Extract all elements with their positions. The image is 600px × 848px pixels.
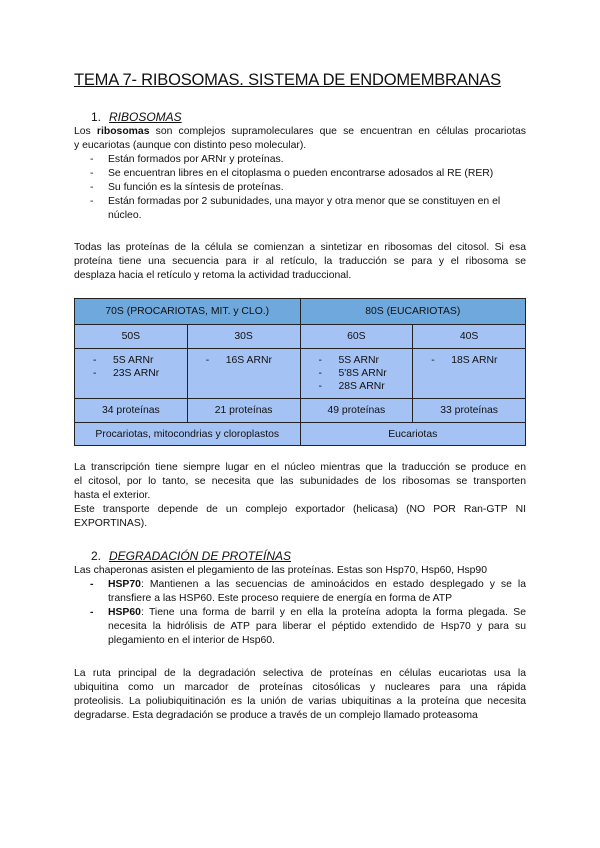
- list-item-text: plegamiento en el interior de Hsp60.: [108, 635, 275, 646]
- arn-item: [81, 367, 181, 380]
- hsp60-label: HSP60: [108, 607, 141, 618]
- ribosome-table: [74, 298, 526, 446]
- ribosome-facts-list: [74, 153, 526, 223]
- paragraph-line: hasta el exterior.: [74, 490, 151, 501]
- arn-text: 5S ARNr: [113, 355, 154, 366]
- intro-line: y eucariotas (aunque con distinto peso molecular).: [74, 140, 307, 151]
- protein-count-cell: 33 proteínas: [413, 399, 526, 423]
- paragraph-line: desplaza hacia el retículo y retoma la actividad traduccional.: [74, 270, 352, 281]
- paragraph-line: Todas las proteínas de la célula se comienzan a sintetizar en ribosomas del citosol. Si esa: [74, 242, 526, 253]
- section-title: DEGRADACIÓN DE PROTEÍNAS: [109, 549, 292, 563]
- arn-text: 28S ARNr: [338, 381, 385, 392]
- list-item: - Están formados por ARNr y proteínas.: [74, 153, 526, 167]
- arn-item: [81, 354, 181, 367]
- paragraph-line: EXPORTINAS).: [74, 518, 148, 529]
- section-number: 1.: [91, 110, 102, 124]
- section-number: 2.: [91, 549, 102, 563]
- list-item-text: núcleo.: [108, 210, 142, 221]
- header-eukaryote: 80S (EUCARIOTAS): [300, 299, 526, 325]
- paragraph-line: La transcripción tiene siempre lugar en el núcleo mientras que la traducción se produce en: [74, 462, 526, 473]
- paragraph-line: ubiquitina como un marcador de proteínas citosólicas y nucleares para una rápida: [74, 682, 526, 693]
- ribosomas-intro: [74, 125, 526, 153]
- section-heading-ribosomas: [91, 110, 182, 124]
- paragraph-line: Este transporte depende de un complejo exportador (helicasa) (NO POR Ran-GTP NI: [74, 504, 526, 515]
- section-title: RIBOSOMAS: [109, 110, 182, 124]
- arn-text: 23S ARNr: [113, 368, 160, 379]
- list-item-text: Están formadas por 2 subunidades, una mayor y otra menor que se constituyen en el: [108, 196, 501, 207]
- hsp70-text: : Mantienen a las secuencias de aminoácidos en estado desplegado y se la: [140, 579, 526, 590]
- protein-count-cell: 21 proteínas: [187, 399, 300, 423]
- list-item-hsp60: - HSP60: Tiene una forma de barril y en ella la proteína adopta la forma plegada. Se necesita la hidrólisis de ATP para liberar el péptido extendido de Hsp70 y para su plegamiento en el interior de Hsp60.: [90, 607, 526, 646]
- list-item-hsp70: - HSP70: Mantienen a las secuencias de aminoácidos en estado desplegado y se la transfiere a las HSP60. Este proceso requiere de energía en forma de ATP: [90, 579, 526, 604]
- list-item-text: necesita la hidrólisis de ATP para liberar el péptido extendido de Hsp70 y para su: [108, 621, 526, 632]
- list-item-continuation: [74, 209, 526, 223]
- intro-rest: son complejos supramoleculares que se encuentran en células procariotas: [149, 126, 527, 137]
- hsp70-label: HSP70: [108, 579, 141, 590]
- arn-item: [307, 367, 407, 380]
- intro-bold-term: ribosomas: [96, 126, 150, 137]
- subunit-cell: 50S: [75, 325, 188, 349]
- arn-cell: [75, 349, 188, 399]
- list-item-text: Están formados por ARNr y proteínas.: [108, 154, 284, 165]
- document-title: TEMA 7- RIBOSOMAS. SISTEMA DE ENDOMEMBRANAS: [74, 71, 501, 89]
- synthesis-paragraph: [74, 241, 526, 283]
- arn-item: [307, 380, 407, 393]
- chaperones-intro: [74, 564, 526, 578]
- arn-text: 5S ARNr: [338, 355, 379, 366]
- paragraph-line: La ruta principal de la degradación selectiva de proteínas en células eucariotas usa la: [74, 668, 526, 679]
- list-item-text: [108, 606, 526, 620]
- arn-item: [307, 354, 407, 367]
- header-prokaryote: 70S (PROCARIOTAS, MIT. y CLO.): [75, 299, 301, 325]
- arn-text: 16S ARNr: [225, 355, 272, 366]
- subunit-cell: 60S: [300, 325, 413, 349]
- dash: -: [93, 368, 97, 379]
- arn-text: 5'8S ARNr: [338, 368, 387, 379]
- ubiquitin-paragraph: [74, 667, 526, 723]
- dash: -: [205, 355, 210, 366]
- footer-eukaryote: Eucariotas: [300, 423, 526, 446]
- dash: -: [318, 355, 322, 366]
- dash: -: [318, 381, 322, 392]
- arn-cell: [413, 349, 526, 399]
- list-item-text: Se encuentran libres en el citoplasma o pueden encontrarse adosados al RE (RER): [108, 168, 494, 179]
- footer-prokaryote: Procariotas, mitocondrias y cloroplastos: [75, 423, 301, 446]
- transcription-paragraph: [74, 461, 526, 531]
- list-item: - Su función es la síntesis de proteínas.: [74, 181, 526, 195]
- dash: -: [431, 355, 435, 366]
- arn-text: 18S ARNr: [451, 355, 498, 366]
- dash: -: [318, 368, 322, 379]
- paragraph-line: proteína tiene una secuencia para ir al retículo, la traducción se para y el ribosoma se: [74, 256, 526, 267]
- protein-count-cell: 34 proteínas: [75, 399, 188, 423]
- arn-cell: [300, 349, 413, 399]
- section-heading-degradacion: [91, 549, 291, 563]
- protein-count-cell: 49 proteínas: [300, 399, 413, 423]
- arn-item: [419, 354, 519, 367]
- arn-cell: [187, 349, 300, 399]
- paragraph-line: el citosol, por lo tanto, se necesita que las subunidades de los ribosomas se transporten: [74, 476, 526, 487]
- list-item-text: Su función es la síntesis de proteínas.: [108, 182, 284, 193]
- list-item-text: transfiere a las HSP60. Este proceso requiere de energía en forma de ATP: [108, 593, 453, 604]
- subunit-cell: 30S: [187, 325, 300, 349]
- arn-item: [194, 354, 294, 367]
- paragraph-line: degradarse. Esta degradación se produce a través de un complejo llamado proteasoma: [74, 710, 478, 721]
- list-item: - Están formadas por 2 subunidades, una mayor y otra menor que se constituyen en el: [74, 195, 526, 209]
- paragraph-line: Las chaperonas asisten el plegamiento de las proteínas. Estas son Hsp70, Hsp60, Hsp90: [74, 565, 487, 576]
- paragraph-line: proteolisis. La poliubiquitinación es la unión de varias ubiquitinas a la proteína que necesita: [74, 696, 526, 707]
- subunit-cell: 40S: [413, 325, 526, 349]
- hsp60-text: : Tiene una forma de barril y en ella la proteína adopta la forma plegada. Se: [140, 607, 526, 618]
- intro-line: [74, 125, 526, 139]
- list-item-text: [108, 578, 526, 592]
- chaperones-list: [74, 578, 526, 648]
- list-item: - Se encuentran libres en el citoplasma o pueden encontrarse adosados al RE (RER): [74, 167, 526, 181]
- dash: -: [93, 355, 97, 366]
- intro-prefix: Los: [74, 126, 97, 137]
